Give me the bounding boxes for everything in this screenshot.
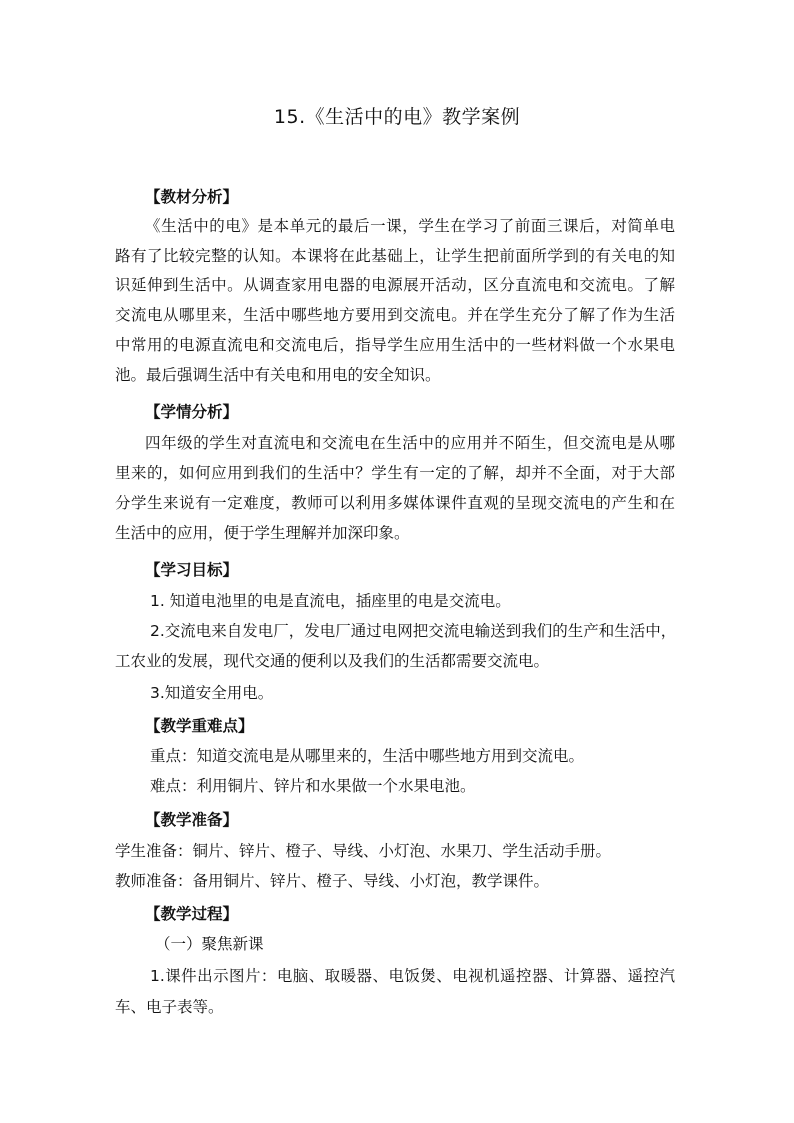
process-line: 1.课件出示图片：电脑、取暖器、电饭煲、电视机遥控器、计算器、遥控汽 [150,967,675,985]
paragraph-line: 池。最后强调生活中有关电和用电的安全知识。 [115,366,441,384]
key-point-line: 重点：知道交流电是从哪里来的，生活中哪些地方用到交流电。 [150,747,585,765]
paragraph-line: 四年级的学生对直流电和交流电在生活中的应用并不陌生，但交流电是从哪 [145,434,675,452]
goal-item: 2.交流电来自发电厂，发电厂通过电网把交流电输送到我们的生产和生活中， [150,622,677,640]
heading-key-points: 【教学重难点】 [145,717,254,735]
paragraph-line: 识延伸到生活中。从调查家用电器的电源展开活动，区分直流电和交流电。了解 [115,276,675,294]
heading-teaching-process: 【教学过程】 [145,905,239,923]
goal-item: 3.知道安全用电。 [150,684,274,702]
heading-preparation: 【教学准备】 [145,811,239,829]
difficulty-line: 难点：利用铜片、锌片和水果做一个水果电池。 [150,777,476,795]
paragraph-line: 生活中的应用，便于学生理解并加深印象。 [115,524,410,542]
paragraph-line: 分学生来说有一定难度，教师可以利用多媒体课件直观的呈现交流电的产生和在 [115,494,675,512]
process-line: 车、电子表等。 [115,998,224,1016]
student-prep-line: 学生准备：铜片、锌片、橙子、导线、小灯泡、水果刀、学生活动手册。 [115,842,612,860]
heading-learning-goals: 【学习目标】 [145,561,239,579]
heading-student-analysis: 【学情分析】 [145,403,239,421]
teacher-prep-line: 教师准备：备用铜片、锌片、橙子、导线、小灯泡，教学课件。 [115,872,550,890]
paragraph-line: 中常用的电源直流电和交流电后，指导学生应用生活中的一些材料做一个水果电 [115,336,675,354]
process-step-heading: （一）聚焦新课 [155,935,264,953]
paragraph-line: 里来的，如何应用到我们的生活中？学生有一定的了解，却并不全面，对于大部 [115,464,675,482]
page-title: 15.《生活中的电》教学案例 [273,106,521,128]
goal-item: 工农业的发展，现代交通的便利以及我们的生活都需要交流电。 [115,652,550,670]
goal-item: 1. 知道电池里的电是直流电，插座里的电是交流电。 [150,592,511,610]
paragraph-line: 《生活中的电》是本单元的最后一课，学生在学习了前面三课后，对简单电 [145,217,675,235]
paragraph-line: 交流电从哪里来，生活中哪些地方要用到交流电。并在学生充分了解了作为生活 [115,306,675,324]
heading-textbook-analysis: 【教材分析】 [145,188,239,206]
paragraph-line: 路有了比较完整的认知。本课将在此基础上，让学生把前面所学到的有关电的知 [115,247,675,265]
